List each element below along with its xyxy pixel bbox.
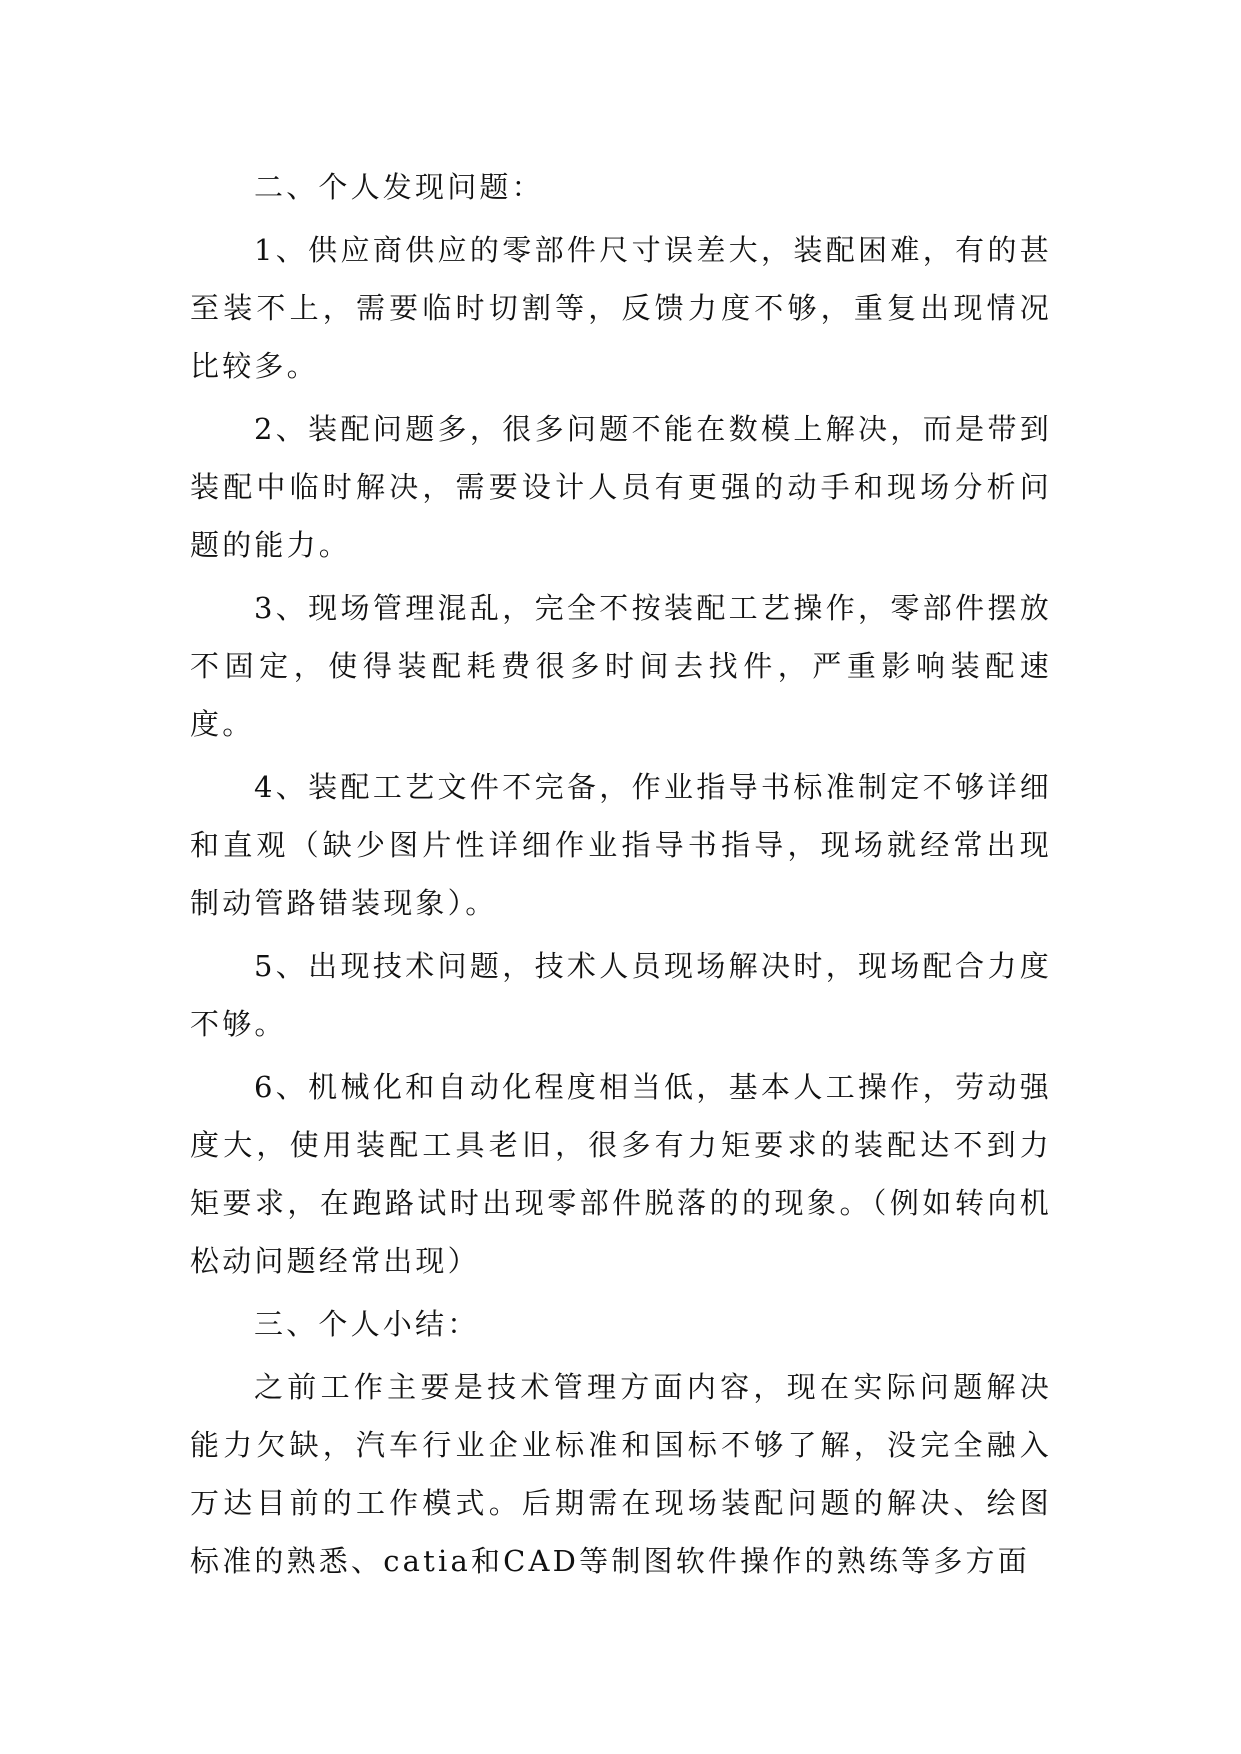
issue-item-1: 1、供应商供应的零部件尺寸误差大，装配困难，有的甚至装不上，需要临时切割等，反馈力度不够，重复出现情况比较多。 — [190, 233, 1052, 383]
issue-item-3: 3、现场管理混乱，完全不按装配工艺操作，零部件摆放不固定，使得装配耗费很多时间去找件，严重影响装配速度。 — [190, 591, 1052, 741]
section-heading-personal-summary: 三、个人小结： — [254, 1307, 480, 1341]
section-heading-personal-issues: 二、个人发现问题： — [254, 170, 544, 204]
issue-item-5: 5、出现技术问题，技术人员现场解决时，现场配合力度不够。 — [190, 949, 1052, 1041]
issue-item-6: 6、机械化和自动化程度相当低，基本人工操作，劳动强度大，使用装配工具老旧，很多有力矩要求的装配达不到力矩要求，在跑路试时出现零部件脱落的的现象。（例如转向机松动问题经常出现） — [190, 1070, 1052, 1278]
issue-item-2: 2、装配问题多，很多问题不能在数模上解决，而是带到装配中临时解决，需要设计人员有更强的动手和现场分析问题的能力。 — [190, 412, 1052, 562]
summary-paragraph: 之前工作主要是技术管理方面内容，现在实际问题解决能力欠缺，汽车行业企业标准和国标不够了解，没完全融入万达目前的工作模式。后期需在现场装配问题的解决、绘图标准的熟悉、catia和CAD等制图软件操作的熟练等多方面 — [190, 1370, 1052, 1578]
issue-item-4: 4、装配工艺文件不完备，作业指导书标准制定不够详细和直观（缺少图片性详细作业指导书指导，现场就经常出现制动管路错装现象）。 — [190, 770, 1052, 920]
document-body — [190, 158, 1052, 1595]
